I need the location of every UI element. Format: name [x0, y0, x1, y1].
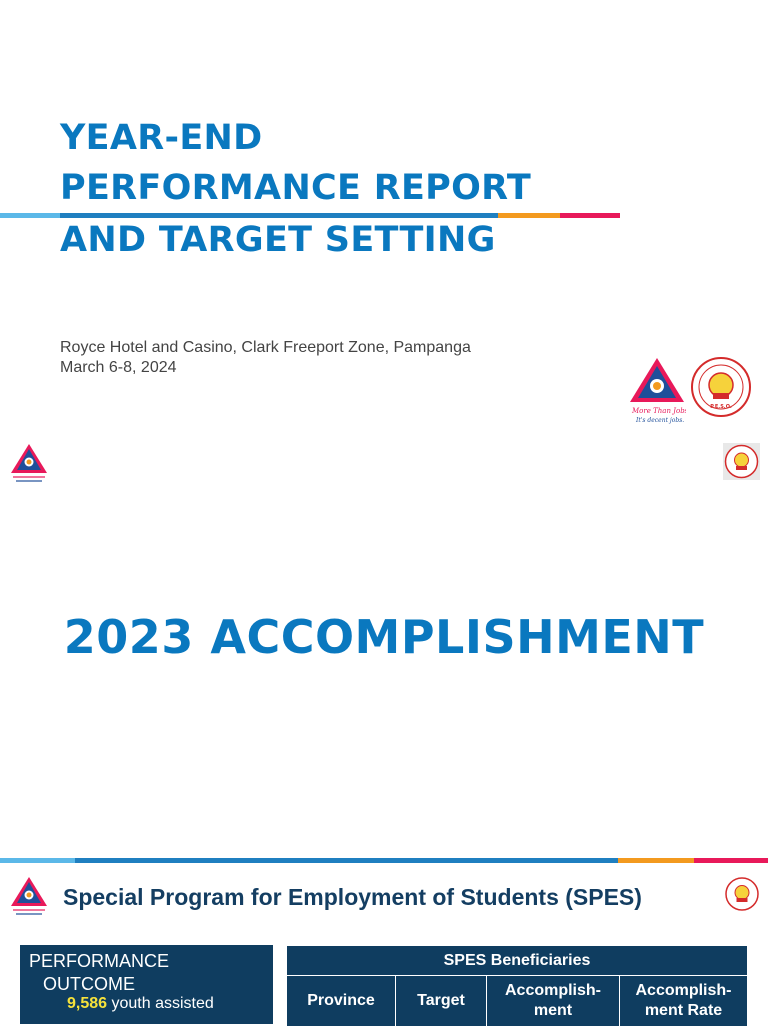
col-header-province: Province [287, 976, 396, 1027]
accomplishment-heading: 2023 ACCOMPLISHMENT [63, 610, 705, 664]
outcome-label-1: PERFORMANCE [29, 951, 170, 971]
dole-logo-icon [628, 356, 686, 426]
peso-seal-icon [724, 876, 760, 912]
dole-logo-icon [10, 443, 48, 485]
performance-outcome-box [20, 945, 273, 1024]
peso-seal-icon [691, 357, 751, 417]
venue-text: Royce Hotel and Casino, Clark Freeport Zone, Pampanga [60, 339, 471, 356]
spes-heading: Special Program for Employment of Students (SPES) [63, 884, 642, 910]
svg-text:P.E.S.O.: P.E.S.O. [710, 404, 732, 410]
accent-band [0, 213, 620, 218]
outcome-number: 9,586 [67, 995, 108, 1012]
outcome-suffix: youth assisted [107, 995, 214, 1012]
dole-logo-icon [10, 876, 48, 918]
col-header-accomplishment-rate: Accomplish- ment Rate [620, 976, 748, 1027]
outcome-value [67, 995, 214, 1013]
col-header-target: Target [396, 976, 487, 1027]
title-line-1: YEAR-END [60, 118, 263, 158]
accent-band [0, 858, 768, 863]
title-line-3: AND TARGET SETTING [60, 220, 496, 260]
peso-seal-icon [723, 443, 760, 480]
svg-text:It's decent jobs.: It's decent jobs. [636, 417, 685, 424]
col-header-accomplishment: Accomplish- ment [487, 976, 620, 1027]
outcome-label-2: OUTCOME [43, 974, 135, 994]
date-text: March 6-8, 2024 [60, 359, 177, 376]
title-line-2: PERFORMANCE REPORT [60, 168, 532, 208]
spes-table [286, 945, 748, 1027]
table-title: SPES Beneficiaries [287, 946, 748, 976]
svg-text:More Than Jobs!: More Than Jobs! [632, 407, 686, 415]
